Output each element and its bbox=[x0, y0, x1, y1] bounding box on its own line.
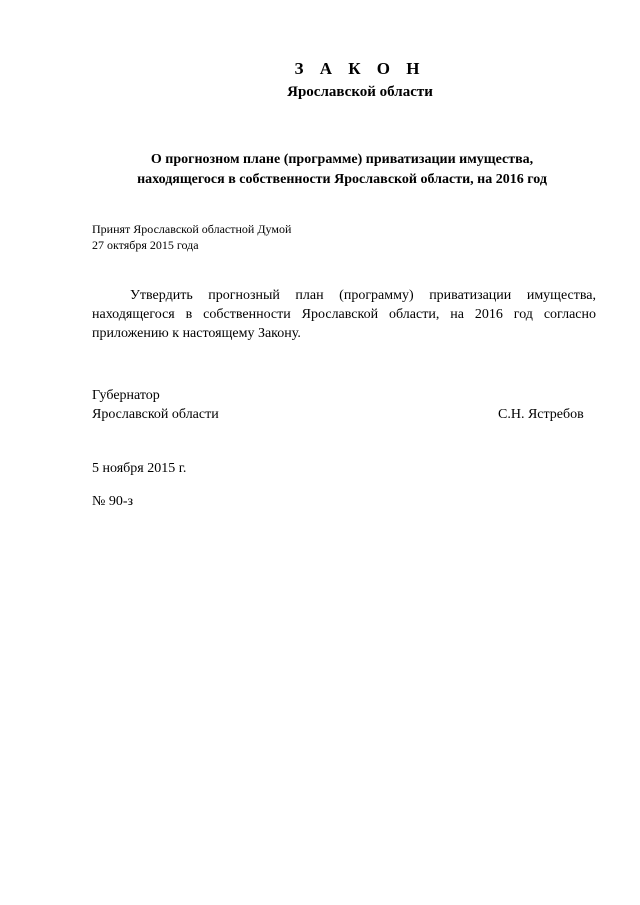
law-heading: З А К О Н bbox=[294, 59, 426, 78]
law-region-heading: Ярославской области bbox=[287, 84, 433, 100]
signatory-position-line-1: Губернатор bbox=[92, 388, 160, 403]
signatory-position bbox=[92, 386, 219, 424]
signatory-name: С.Н. Ястребов bbox=[498, 407, 584, 422]
adoption-note bbox=[92, 221, 291, 253]
adoption-date: 27 октября 2015 года bbox=[92, 238, 199, 252]
signatory-position-line-2: Ярославской области bbox=[92, 407, 219, 422]
document-title-line-2: находящегося в собственности Ярославской области, на 2016 год bbox=[137, 172, 547, 187]
document-title bbox=[92, 150, 592, 190]
law-body-paragraph: Утвердить прогнозный план (программу) приватизации имущества, находящегося в собственности Ярославской области, на 2016 год согласно приложению к настоящему Закону. bbox=[92, 288, 596, 341]
signing-date: 5 ноября 2015 г. bbox=[92, 461, 187, 476]
document-title-line-1: О прогнозном плане (программе) приватизации имущества, bbox=[150, 152, 534, 167]
adoption-note-line-1: Принят Ярославской областной Думой bbox=[92, 222, 292, 236]
law-number: № 90-з bbox=[92, 494, 134, 509]
